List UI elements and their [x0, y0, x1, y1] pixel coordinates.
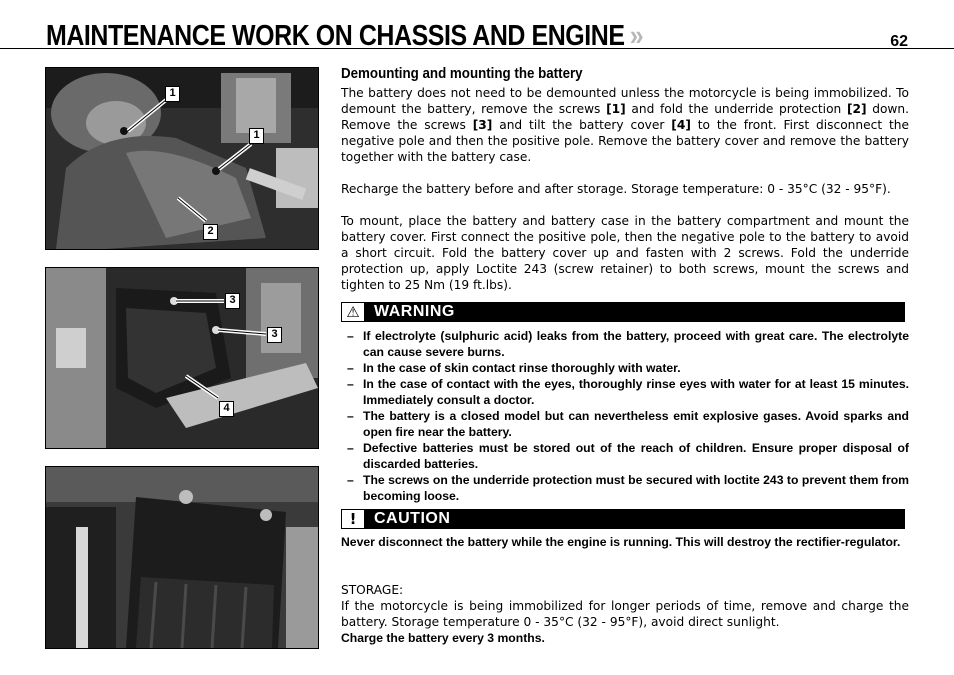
caution-text — [341, 534, 909, 550]
storage-heading: STORAGE: — [341, 583, 404, 597]
storage-paragraph: If the motorcycle is being immobilized for longer periods of time, remove and charge the battery. Storage temperature 0 - 35°C (32 - 95°F), avoid direct sunlight. — [341, 599, 909, 629]
ref-4: [4] — [671, 118, 691, 132]
battery-section — [341, 66, 909, 293]
caution-banner — [341, 509, 905, 529]
warning-item: – Defective batteries must be stored out of the reach of children. Ensure proper disposal of discarded batteries. — [341, 440, 909, 472]
warning-item: – In the case of skin contact rinse thoroughly with water. — [341, 360, 909, 376]
warning-label: WARNING — [374, 303, 455, 320]
exclamation-icon: ! — [341, 509, 365, 529]
callout-2: 2 — [203, 224, 218, 240]
photo-battery — [45, 466, 319, 649]
photo-battery-cover-image — [46, 268, 318, 448]
warning-item: – If electrolyte (sulphuric acid) leaks from the battery, proceed with great care. The electrolyte can cause severe burns. — [341, 328, 909, 360]
demount-text-b: and fold the underride protection — [625, 102, 847, 116]
demount-text-d: and tilt the battery cover — [492, 118, 672, 132]
page-title-text: MAINTENANCE WORK ON CHASSIS AND ENGINE — [46, 20, 625, 52]
photo-battery-cover — [45, 267, 319, 449]
caution-paragraph: Never disconnect the battery while the engine is running. This will destroy the rectifier-regulator. — [341, 535, 901, 549]
demount-paragraph — [341, 85, 909, 165]
warning-item: – The battery is a closed model but can nevertheless emit explosive gases. Avoid sparks and open fire near the battery. — [341, 408, 909, 440]
callout-1: 1 — [165, 86, 180, 102]
warning-list — [341, 328, 909, 504]
photo-underride-protection-image — [46, 68, 318, 249]
photo-battery-image — [46, 467, 318, 648]
chevron-icon: » — [629, 20, 644, 52]
demount-text-e: to the front. First disconnect the negative pole and then the positive pole. Remove the battery cover and remove the battery together with the battery case. — [341, 118, 909, 164]
callout-4: 4 — [219, 401, 234, 417]
warning-item: – In the case of contact with the eyes, thoroughly rinse eyes with water for at least 15 minutes. Immediately consult a doctor. — [341, 376, 909, 408]
demount-text-c: down. Remove the screws — [341, 102, 909, 132]
demount-text-a: The battery does not need to be demounted unless the motorcycle is being immobilized. To demount the battery, remove the screws — [341, 86, 909, 116]
callout-1: 1 — [249, 128, 264, 144]
photo-underride-protection — [45, 67, 319, 250]
ref-1: [1] — [606, 102, 626, 116]
ref-3: [3] — [472, 118, 493, 132]
caution-label: CAUTION — [374, 510, 451, 527]
warning-banner — [341, 302, 905, 322]
warning-triangle-icon: ⚠ — [341, 302, 365, 322]
section-heading: Demounting and mounting the battery — [341, 66, 583, 82]
header-divider — [0, 48, 954, 49]
recharge-paragraph: Recharge the battery before and after storage. Storage temperature: 0 - 35°C (32 - 95°F). — [341, 182, 891, 196]
storage-section — [341, 582, 909, 646]
mount-paragraph: To mount, place the battery and battery case in the battery compartment and mount the battery cover. First connect the positive pole, then the negative pole to the battery to avoid a short circuit. Fold the battery cover up and fasten with 2 screws. Fold the underride protection up, apply Loctite 243 (screw retainer) to both screws, mount the screws and tighten to 25 Nm (19 ft.lbs). — [341, 214, 909, 292]
ref-2: [2] — [846, 102, 867, 116]
page-number: 62 — [890, 33, 908, 50]
warning-item: – The screws on the underride protection must be secured with loctite 243 to prevent them from becoming loose. — [341, 472, 909, 504]
storage-note: Charge the battery every 3 months. — [341, 631, 545, 645]
callout-3: 3 — [225, 293, 240, 309]
callout-3: 3 — [267, 327, 282, 343]
